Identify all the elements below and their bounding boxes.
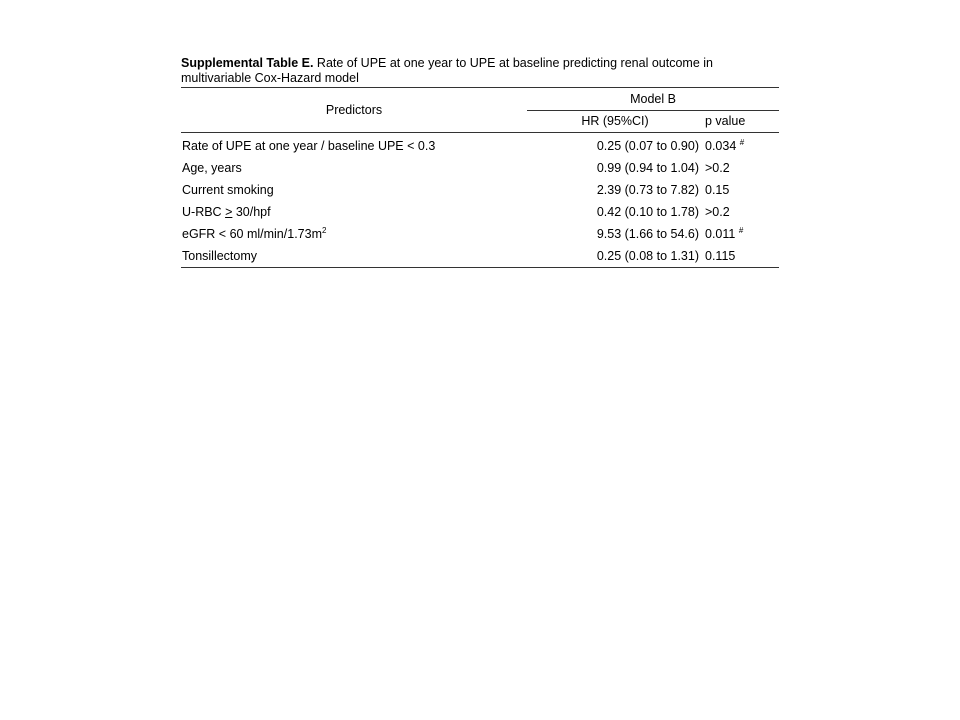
significance-mark: #	[739, 137, 745, 147]
hr-cell: 0.25 (0.08 to 1.31)	[527, 245, 703, 268]
predictor-cell	[181, 201, 527, 223]
header-hr: HR (95%CI)	[527, 111, 703, 133]
caption-label: Supplemental Table E.	[181, 56, 314, 70]
predictor-cell: Age, years	[182, 160, 242, 175]
header-model-b: Model B	[527, 88, 779, 111]
predictor-cell	[181, 223, 527, 245]
table-caption	[181, 56, 779, 86]
predictor-text: U-RBC	[182, 204, 226, 219]
header-p-value: p value	[703, 111, 779, 133]
table-row	[181, 157, 779, 179]
hr-cell: 0.25 (0.07 to 0.90)	[596, 138, 699, 153]
slide-content	[181, 56, 779, 268]
table-row	[181, 223, 779, 245]
predictor-text-suffix: 30/hpf	[232, 204, 271, 219]
table-row	[181, 201, 779, 223]
header-predictors: Predictors	[181, 88, 527, 133]
hr-cell: 0.42 (0.10 to 1.78)	[596, 204, 699, 219]
predictor-cell: Rate of UPE at one year / baseline UPE < 0.3	[182, 138, 436, 153]
hr-cell: 0.99 (0.94 to 1.04)	[596, 160, 699, 175]
table-row	[181, 133, 779, 158]
p-value-cell	[703, 223, 779, 245]
header-row-model	[181, 88, 779, 111]
p-value-cell: >0.2	[705, 204, 730, 219]
hr-cell: 9.53 (1.66 to 54.6)	[596, 226, 699, 241]
predictor-cell: Tonsillectomy	[181, 245, 527, 268]
unit-superscript: 2	[321, 225, 327, 235]
table-row	[181, 245, 779, 268]
p-value-cell: 0.115	[703, 245, 779, 268]
predictor-text: eGFR < 60 ml/min/1.73m	[182, 226, 322, 241]
greater-equal-symbol: >	[225, 204, 233, 219]
p-value-text: 0.034	[705, 138, 737, 153]
hr-cell: 2.39 (0.73 to 7.82)	[596, 182, 699, 197]
p-value-cell: 0.15	[705, 182, 730, 197]
p-value-cell	[703, 133, 779, 158]
caption-text: Rate of UPE at one year to UPE at baseline predicting renal outcome in multivariable Cox-Hazard model	[181, 56, 713, 85]
p-value-text: 0.011	[705, 226, 736, 241]
significance-mark: #	[738, 225, 744, 235]
predictor-cell: Current smoking	[182, 182, 274, 197]
table-row	[181, 179, 779, 201]
results-table	[181, 87, 779, 268]
p-value-cell: >0.2	[705, 160, 730, 175]
